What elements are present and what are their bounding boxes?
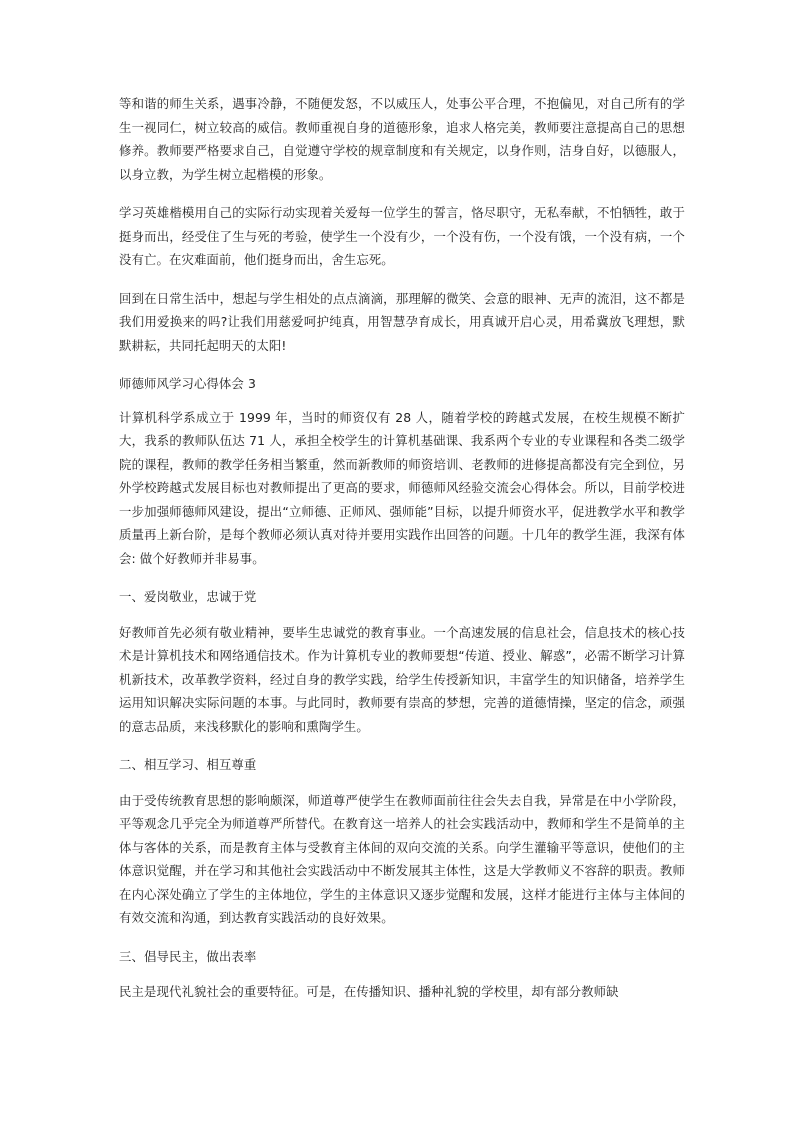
body-paragraph: 等和谐的师生关系，遇事冷静，不随便发怒，不以威压人，处事公平合理，不抱偏见，对自己所有的学生一视同仁，树立较高的威信。教师重视自身的道德形象，追求人格完美，教师要注意提高自己的思想修养。教师要严格要求自己，自觉遵守学校的规章制度和有关规定，以身作则，洁身自好，以德服人，以身立教，为学生树立起楷模的形象。: [119, 96, 685, 182]
document-body: [119, 92, 685, 1019]
body-paragraph: 学习英雄楷模用自己的实际行动实现着关爱每一位学生的誓言，恪尽职守，无私奉献，不怕牺牲，敢于挺身而出，经受住了生与死的考验，使学生一个没有少，一个没有伤，一个没有饿，一个没有病，一个没有亡。在灾难面前，他们挺身而出，舍生忘死。: [119, 205, 685, 267]
section-title: 师德师风学习心得体会 3: [119, 376, 256, 391]
body-paragraph: 回到在日常生活中，想起与学生相处的点点滴滴，那理解的微笑、会意的眼神、无声的流泪，这不都是我们用爱换来的吗?让我们用慈爱呵护纯真，用智慧孕育成长，用真诚开启心灵，用希冀放飞理想，默默耕耘，共同托起明天的太阳!: [119, 290, 685, 353]
body-paragraph: 好教师首先必须有敬业精神，要毕生忠诚党的教育事业。一个高速发展的信息社会，信息技术的核心技术是计算机技术和网络通信技术。作为计算机专业的教师要想“传道、授业、解惑”，必需不断学习计算机新技术，改革教学资料，经过自身的教学实践，给学生传授新知识，丰富学生的知识储备，培养学生运用知识解决实际问题的本事。与此同时，教师要有崇高的梦想，完善的道德情操，坚定的信念，顽强的意志品质，来浅移默化的影响和熏陶学生。: [119, 624, 685, 734]
body-paragraph: 民主是现代礼貌社会的重要特征。可是，在传播知识、播种礼貌的学校里，却有部分教师缺: [119, 984, 619, 999]
section-heading: 一、爱岗敬业，忠诚于党: [119, 589, 257, 604]
section-heading: 二、相互学习、相互尊重: [119, 757, 257, 772]
body-paragraph: 由于受传统教育思想的影响颇深，师道尊严使学生在教师面前往往会失去自我，异常是在中小学阶段，平等观念几乎完全为师道尊严所替代。在教育这一培养人的社会实践活动中，教师和学生不是简单的主体与客体的关系，而是教育主体与受教育主体间的双向交流的关系。向学生灌输平等意识，使他们的主体意识觉醒，并在学习和其他社会实践活动中不断发展其主体性，这是大学教师义不容辞的职责。教师在内心深处确立了学生的主体地位，学生的主体意识又逐步觉醒和发展，这样才能进行主体与主体间的有效交流和沟通，到达教育实践活动的良好效果。: [119, 792, 685, 925]
body-paragraph: 计算机科学系成立于 1999 年，当时的师资仅有 28 人，随着学校的跨越式发展，在校生规模不断扩大，我系的教师队伍达 71 人，承担全校学生的计算机基础课、我系两个专业的专业课程和各类二级学院的课程，教师的教学任务相当繁重，然而新教师的师资培训、老教师的进修提高都没有完全到位，另外学校跨越式发展目标也对教师提出了更高的要求，师德师风经验交流会心得体会。所以，目前学校进一步加强师德师风建设，提出“立师德、正师风、强师能”目标，以提升师资水平，促进教学水平和教学质量再上新台阶，是每个教师必须认真对待并要用实践作出回答的问题。十几年的教学生涯，我深有体会: 做个好教师并非易事。: [119, 409, 685, 566]
section-heading: 三、倡导民主，做出表率: [119, 948, 257, 964]
